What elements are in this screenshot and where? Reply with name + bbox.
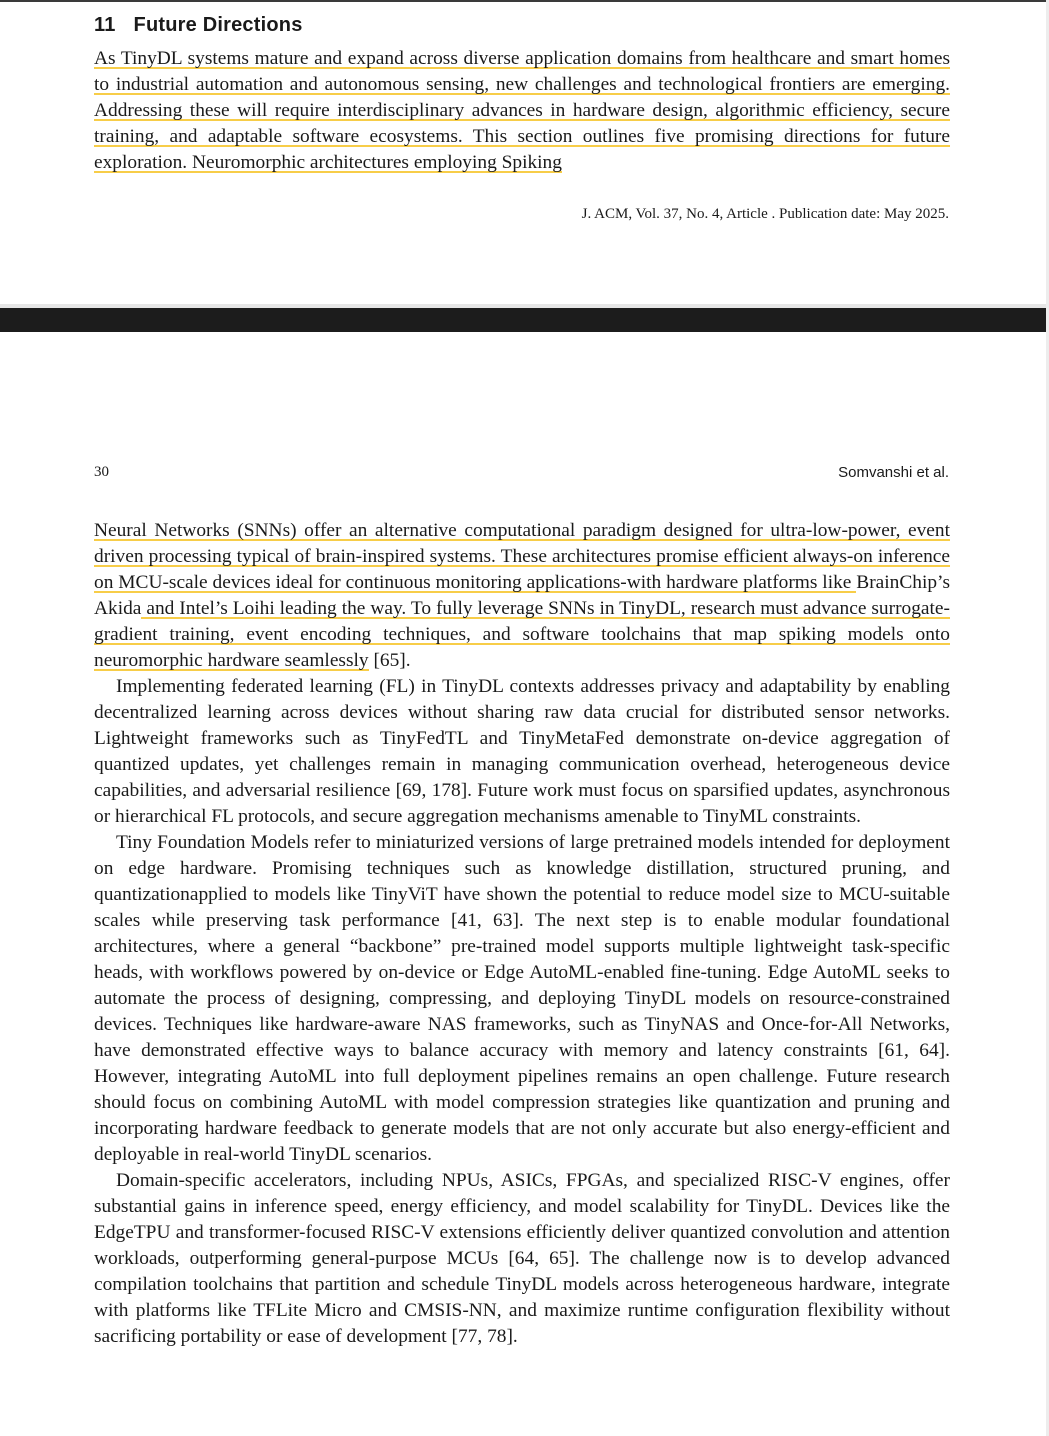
body-text: [94, 518, 950, 1350]
journal-footer: J. ACM, Vol. 37, No. 4, Article . Publication date: May 2025.: [581, 206, 949, 222]
red-underlined-text[interactable]: BrainChip’s Akida: [94, 572, 950, 619]
running-head-authors: Somvanshi et al.: [838, 464, 949, 481]
highlighted-text[interactable]: As TinyDL systems mature and expand across diverse application domains from healthcare and smart homes to industrial automation and autonomous sensing, new challenges and technological frontiers are emerging. Addressing these will require interdisciplinary advances in hardware design, algorithmic efficiency, secure training, and adaptable software ecosystems. This section outlines five promising directions for future exploration. Neuromorphic architectures employing Spiking: [94, 48, 950, 173]
citation: [65].: [368, 650, 411, 671]
page-30: [0, 332, 1049, 1436]
highlighted-text[interactable]: and Intel’s Loihi leading the way. To fully leverage SNNs in TinyDL, research must advance surrogate-gradient training, event encoding techniques, and software toolchains that map spiking models onto neuromorphic hardware seamlessly: [94, 598, 950, 671]
page-separator: [0, 308, 1049, 332]
section-heading: [94, 14, 303, 37]
paragraph-snn: [94, 518, 950, 674]
intro-paragraph: [94, 46, 950, 176]
page-29-bottom: [0, 2, 1049, 304]
paragraph-accelerators: Domain-specific accelerators, including NPUs, ASICs, FPGAs, and specialized RISC-V engines, offer substantial gains in inference speed, energy efficiency, and model scalability for TinyDL. Devices like the EdgeTPU and transformer-focused RISC-V extensions efficiently deliver quantized convolution and attention workloads, outperforming general-purpose MCUs [64, 65]. The challenge now is to develop advanced compilation toolchains that partition and schedule TinyDL models across heterogeneous hardware, integrate with platforms like TFLite Micro and CMSIS-NN, and maximize runtime configuration flexibility without sacrificing portability or ease of development [77, 78].: [94, 1170, 950, 1347]
highlighted-text[interactable]: Neural Networks (SNNs) offer an alternative computational paradigm designed for ultra-low-power, event driven processing typical of brain-inspired systems. These architectures promise efficient always-on inference on MCU-scale devices ideal for continuous monitoring applications-with hardware platforms like: [94, 520, 950, 593]
paragraph-federated-learning: Implementing federated learning (FL) in TinyDL contexts addresses privacy and adaptability by enabling decentralized learning across devices without sharing raw data crucial for distributed sensor networks. Lightweight frameworks such as TinyFedTL and TinyMetaFed demonstrate on-device aggregation of quantized updates, yet challenges remain in managing communication overhead, heterogeneous device capabilities, and adversarial resilience [69, 178]. Future work must focus on sparsified updates, asynchronous or hierarchical FL protocols, and secure aggregation mechanisms amenable to TinyML constraints.: [94, 676, 950, 827]
page-number: 30: [94, 464, 109, 480]
section-title: Future Directions: [133, 14, 303, 36]
section-number: 11: [94, 14, 116, 36]
paragraph-foundation-models: Tiny Foundation Models refer to miniaturized versions of large pretrained models intended for deployment on edge hardware. Promising techniques such as knowledge distillation, structured pruning, and quantizationapplied to models like TinyViT have shown the potential to reduce model size to MCU-suitable scales while preserving task performance [41, 63]. The next step is to enable modular foundational architectures, where a general “backbone” pre-trained model supports multiple lightweight task-specific heads, with workflows powered by on-device or Edge AutoML-enabled fine-tuning. Edge AutoML seeks to automate the process of designing, compressing, and deploying TinyDL models on resource-constrained devices. Techniques like hardware-aware NAS frameworks, such as TinyNAS and Once-for-All Networks, have demonstrated effective ways to balance accuracy with memory and latency constraints [61, 64]. However, integrating AutoML into full deployment pipelines remains an open challenge. Future research should focus on combining AutoML with model compression strategies like quantization and pruning and incorporating hardware feedback to generate models that are not only accurate but also energy-efficient and deployable in real-world TinyDL scenarios.: [94, 832, 950, 1165]
